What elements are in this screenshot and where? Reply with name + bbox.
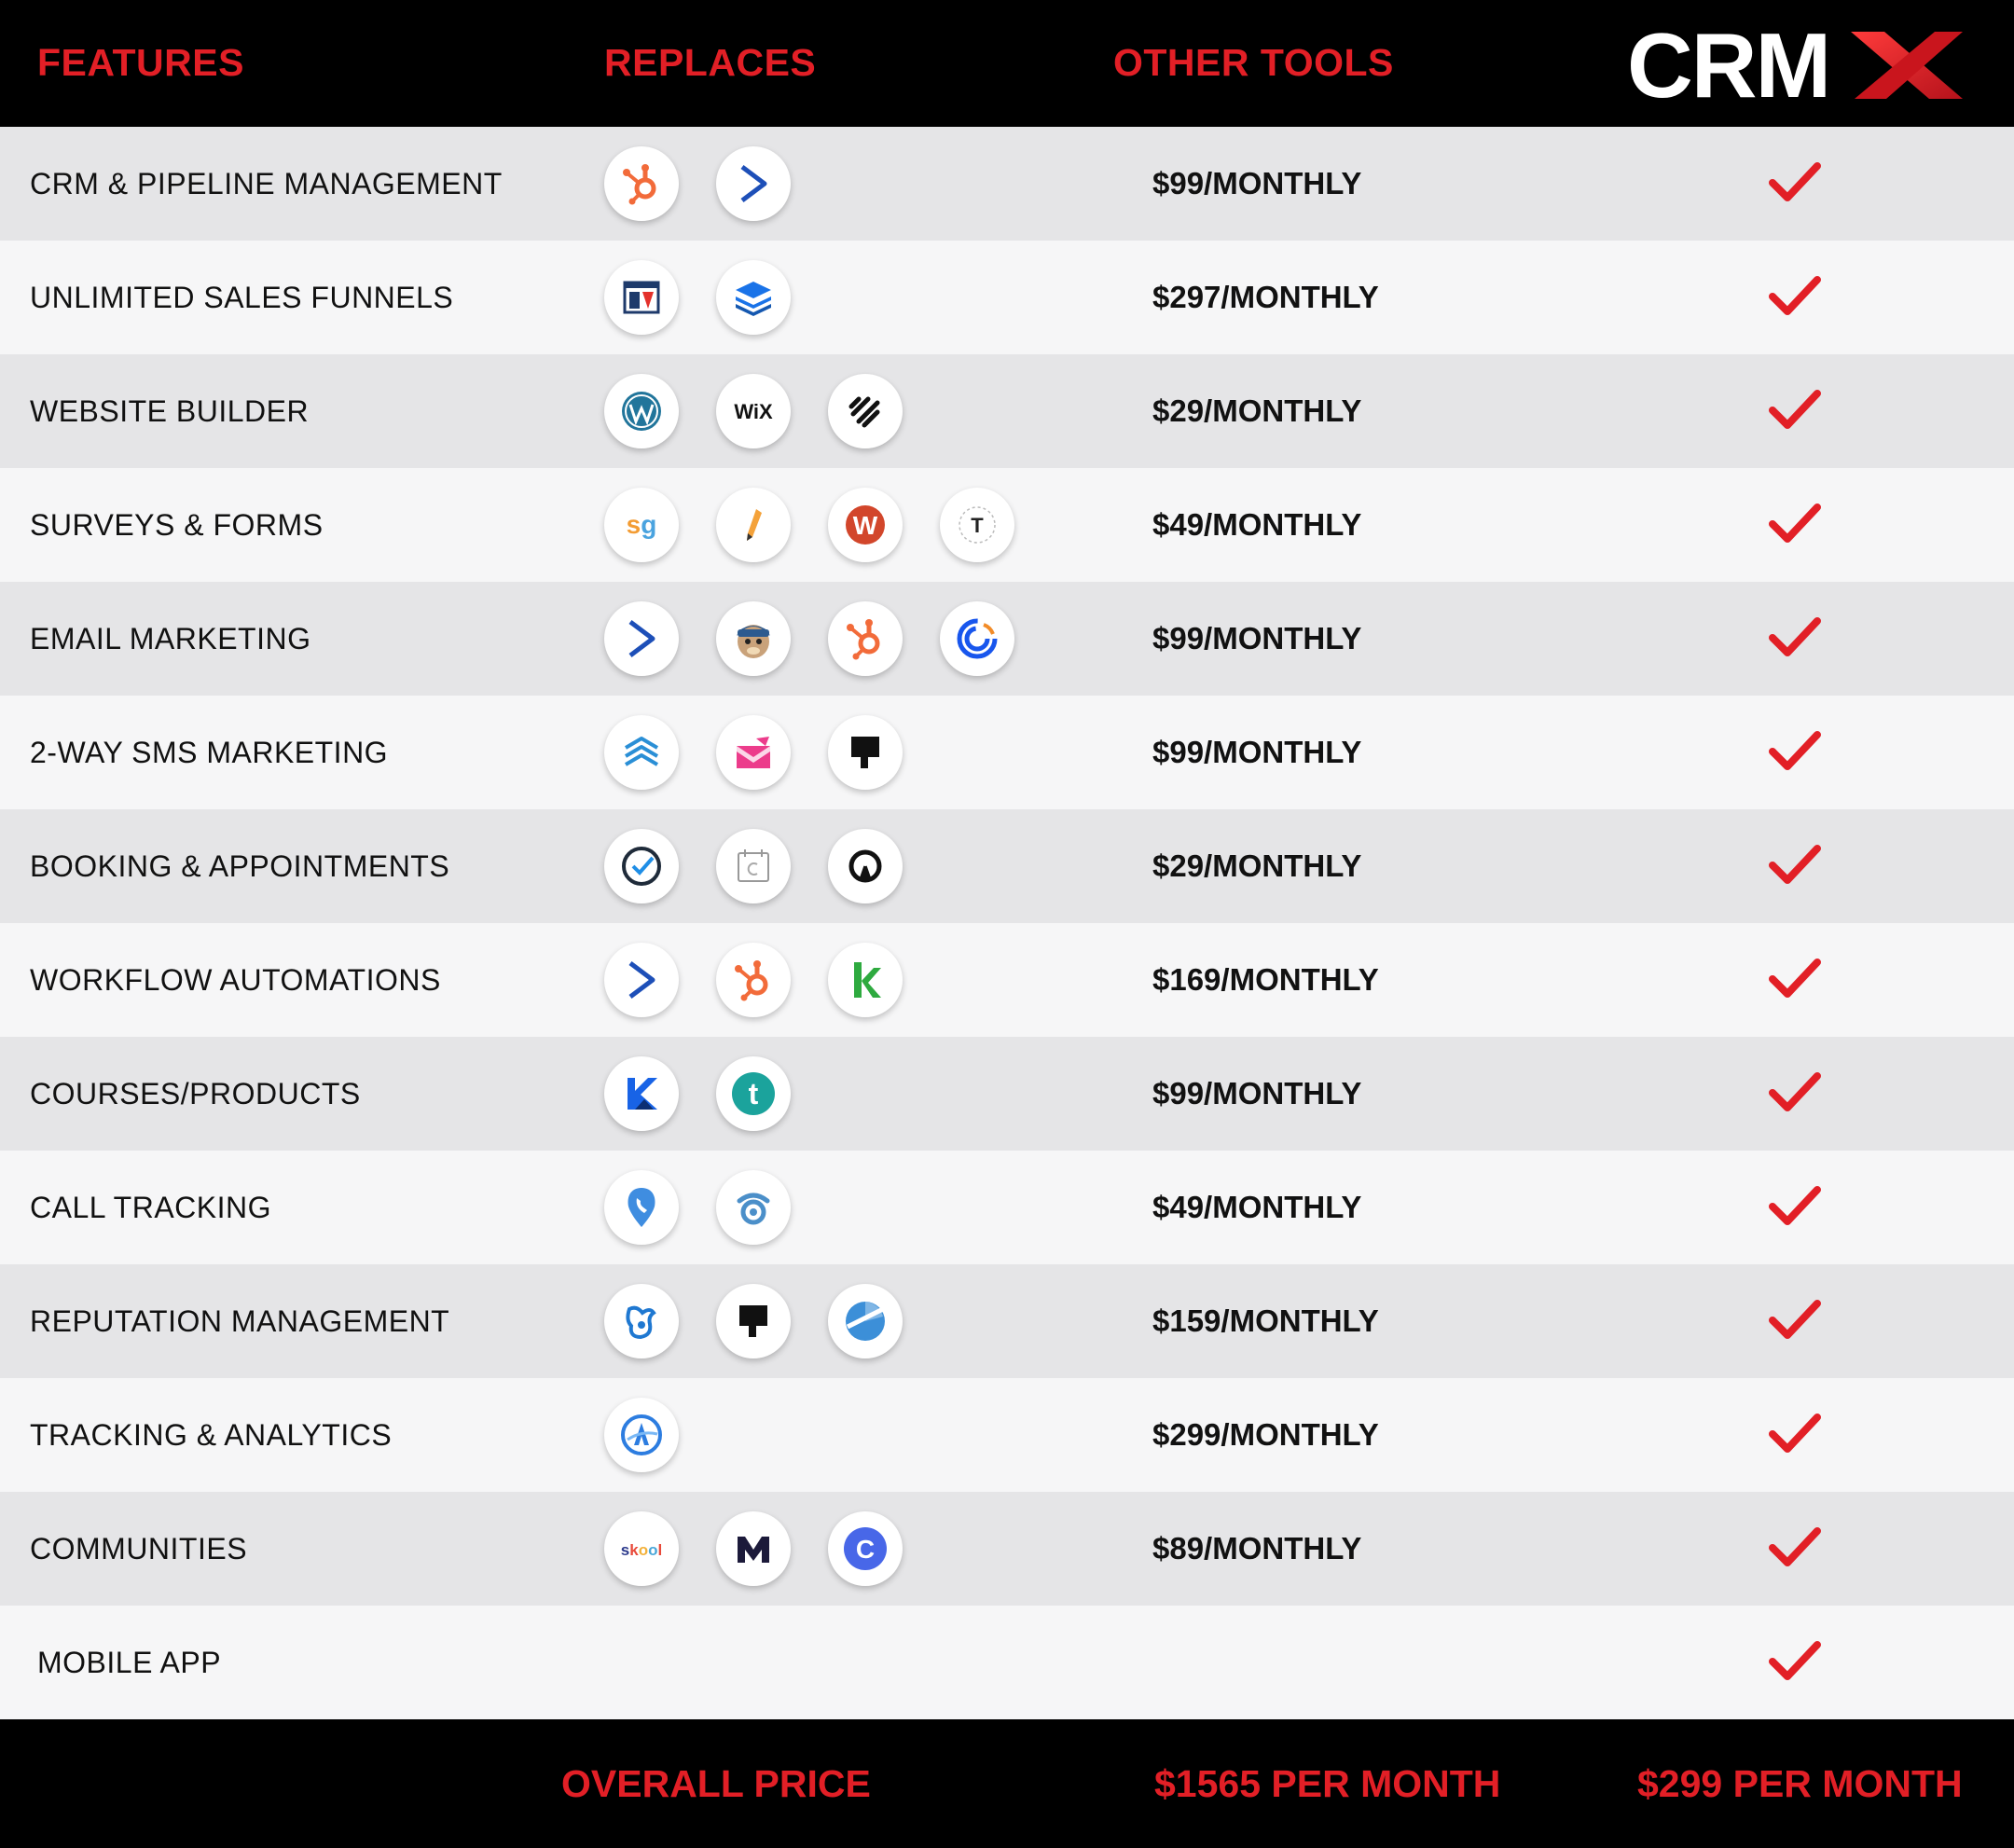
table-row xyxy=(0,127,2014,241)
other-tools-price: $99/MONTHLY xyxy=(1152,166,1362,200)
callrail-icon xyxy=(604,1170,679,1245)
included-check-icon xyxy=(1768,1182,1822,1229)
table-row xyxy=(0,468,2014,582)
feature-name: CRM & PIPELINE MANAGEMENT xyxy=(30,167,503,200)
wordpress-icon xyxy=(604,374,679,448)
feature-name: CALL TRACKING xyxy=(30,1191,272,1224)
circle-icon xyxy=(828,1511,903,1586)
feature-name: WEBSITE BUILDER xyxy=(30,394,310,428)
feature-name: 2-WAY SMS MARKETING xyxy=(30,736,389,769)
other-tools-price: $29/MONTHLY xyxy=(1152,848,1362,883)
feature-name: COMMUNITIES xyxy=(30,1532,248,1565)
hubspot-icon xyxy=(604,146,679,221)
table-row xyxy=(0,696,2014,809)
surveygizmo-icon xyxy=(604,488,679,562)
skool-icon xyxy=(604,1511,679,1586)
other-tools-price: $99/MONTHLY xyxy=(1152,735,1362,769)
podium-icon xyxy=(716,1284,791,1358)
jotform-icon xyxy=(716,488,791,562)
svg-text:T: T xyxy=(971,514,984,537)
clickfunnels-icon xyxy=(604,260,679,335)
squarespace-icon xyxy=(828,374,903,448)
crmx-total: $299 PER MONTH xyxy=(1637,1762,1963,1805)
svg-text:t: t xyxy=(748,1077,759,1110)
crmx-logo-text: CRM xyxy=(1627,14,1830,117)
other-tools-price: $297/MONTHLY xyxy=(1152,280,1379,314)
feature-name: EMAIL MARKETING xyxy=(30,622,311,655)
table-row xyxy=(0,582,2014,696)
table-row xyxy=(0,1492,2014,1606)
included-check-icon xyxy=(1768,1637,1822,1684)
feature-name: REPUTATION MANAGEMENT xyxy=(30,1304,450,1338)
other-tools-price: $99/MONTHLY xyxy=(1152,1076,1362,1110)
svg-text:C: C xyxy=(855,1535,876,1564)
crmx-logo xyxy=(1627,14,1963,117)
table-row xyxy=(0,241,2014,354)
feature-name: SURVEYS & FORMS xyxy=(30,508,324,542)
included-check-icon xyxy=(1768,1410,1822,1456)
table-row xyxy=(0,1151,2014,1264)
mighty-networks-icon xyxy=(716,1511,791,1586)
other-tools-price: $299/MONTHLY xyxy=(1152,1417,1379,1452)
table-row xyxy=(0,354,2014,468)
activecampaign-icon xyxy=(604,601,679,676)
header-features: FEATURES xyxy=(37,41,244,84)
wufoo-icon xyxy=(828,488,903,562)
birdeye-icon xyxy=(604,1284,679,1358)
feature-name: UNLIMITED SALES FUNNELS xyxy=(30,281,454,314)
feature-name: MOBILE APP xyxy=(37,1646,222,1679)
feature-name: COURSES/PRODUCTS xyxy=(30,1077,361,1110)
header-other-tools: OTHER TOOLS xyxy=(1113,41,1394,84)
constant-contact-icon xyxy=(940,601,1014,676)
table-row xyxy=(0,809,2014,923)
activecampaign-icon xyxy=(716,146,791,221)
other-tools-price: $89/MONTHLY xyxy=(1152,1531,1362,1565)
other-tools-price: $49/MONTHLY xyxy=(1152,1190,1362,1224)
table-row xyxy=(0,923,2014,1037)
other-tools-price: $49/MONTHLY xyxy=(1152,507,1362,542)
header-replaces: REPLACES xyxy=(604,41,817,84)
table-footer xyxy=(0,1719,2014,1848)
other-tools-price: $99/MONTHLY xyxy=(1152,621,1362,655)
leadpages-icon xyxy=(716,260,791,335)
included-check-icon xyxy=(1768,1296,1822,1343)
table-row xyxy=(0,1264,2014,1378)
mailchimp-icon xyxy=(716,601,791,676)
crmx-x-mark-icon xyxy=(1627,14,1963,117)
other-tools-price: $29/MONTHLY xyxy=(1152,393,1362,428)
included-check-icon xyxy=(1768,1069,1822,1115)
reputation-icon xyxy=(828,1284,903,1358)
table-header xyxy=(0,0,2014,127)
teachable-icon xyxy=(716,1056,791,1131)
table-row xyxy=(0,1378,2014,1492)
podium-icon xyxy=(828,715,903,790)
activecampaign-icon xyxy=(604,943,679,1017)
feature-rows xyxy=(0,127,2014,1719)
oncehub-icon xyxy=(828,829,903,903)
acuity-icon xyxy=(604,829,679,903)
simpletexting-icon xyxy=(604,715,679,790)
feature-name: TRACKING & ANALYTICS xyxy=(30,1418,393,1452)
hubspot-icon xyxy=(828,601,903,676)
included-check-icon xyxy=(1768,614,1822,660)
feature-name: BOOKING & APPOINTMENTS xyxy=(30,849,450,883)
textmagic-icon xyxy=(716,715,791,790)
svg-text:W: W xyxy=(852,511,878,540)
included-check-icon xyxy=(1768,955,1822,1001)
included-check-icon xyxy=(1768,272,1822,319)
svg-text:WiX: WiX xyxy=(734,400,773,423)
wix-icon xyxy=(716,374,791,448)
svg-text:skool: skool xyxy=(620,1541,663,1559)
other-tools-total: $1565 PER MONTH xyxy=(1154,1762,1501,1805)
included-check-icon xyxy=(1768,386,1822,433)
callgear-icon xyxy=(716,1170,791,1245)
other-tools-price: $169/MONTHLY xyxy=(1152,962,1379,997)
svg-text:sg: sg xyxy=(626,510,657,539)
kajabi-icon xyxy=(604,1056,679,1131)
overall-price-label: OVERALL PRICE xyxy=(561,1762,871,1805)
table-row xyxy=(0,1037,2014,1151)
included-check-icon xyxy=(1768,727,1822,774)
included-check-icon xyxy=(1768,841,1822,888)
calendly-icon xyxy=(716,829,791,903)
feature-name: WORKFLOW AUTOMATIONS xyxy=(30,963,441,997)
included-check-icon xyxy=(1768,1524,1822,1570)
hubspot-icon xyxy=(716,943,791,1017)
table-row xyxy=(0,1606,2014,1719)
included-check-icon xyxy=(1768,159,1822,205)
included-check-icon xyxy=(1768,500,1822,546)
analytics-icon xyxy=(604,1398,679,1472)
other-tools-price: $159/MONTHLY xyxy=(1152,1303,1379,1338)
keap-icon xyxy=(828,943,903,1017)
typeform-icon xyxy=(940,488,1014,562)
